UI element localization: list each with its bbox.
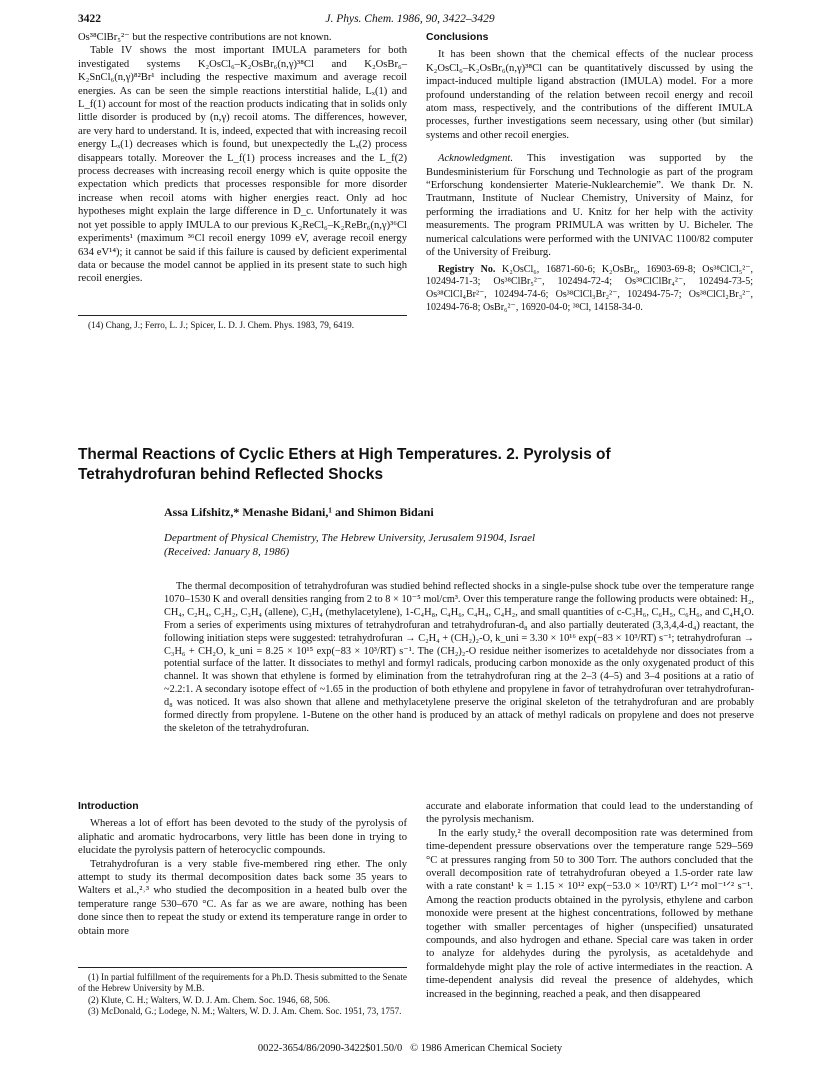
- acknowledgment: [426, 152, 753, 259]
- received-date: (Received: January 8, 1986): [164, 546, 290, 558]
- affiliation-text: Department of Physical Chemistry, The Hebrew University, Jerusalem 91904, Israel: [164, 532, 536, 544]
- footnote-1: (1) In partial fulfillment of the requirements for a Ph.D. Thesis submitted to the Senate of the Hebrew University by M.B.: [78, 972, 407, 994]
- section-heading-conclusions: Conclusions: [426, 32, 489, 43]
- abstract-text: The thermal decomposition of tetrahydrofuran was studied behind reflected shocks in a single-pulse shock tube over the temperature range 1070–1530 K and overall densities ranging from 2 to 8 × 10⁻⁵ mol/cm³. Over this temperature range the following products were obtained: H₂, CH₄, C₂H₄, C₂H₂, C₃H₄ (allene), C₃H₄ (methylacetylene), 1-C₄H₈, C₄H₆, C₄H₄, C₄H₂, and small quantities of c-C₃H₆, C₆H₅, C₆H₆, and C₄H₄O. From a series of experiments using mixtures of tetrahydrofuran and tetrahydrofuran-d₈ and also partially deuterated (3,3,4,4-d₄) reactant, the following initiation steps were suggested: tetrahydrofuran → C₂H₄ + (CH₂)₂-O, k_uni = 3.30 × 10¹⁶ exp(−83 × 10³/RT) s⁻¹; tetrahydrofuran → C₃H₆ + CH₂O, k_uni = 8.25 × 10¹⁵ exp(−83 × 10³/RT) s⁻¹. The (CH₂)₂-O residue neither isomerizes to acetaldehyde nor dissociates from a potential surface of the latter. It dissociates to methyl and formyl radicals, producing carbon monoxide as the only oxygenated product of this channel. It was shown that ethylene is formed by elimination from the tetrahydrofuran ring at the 2–3 (4–5) and 3–4 positions at a ratio of ~2.2:1. A secondary isotope effect of ~1.65 in the production of both ethylene and propylene in favor of tetrahydrofuran over tetrahydrofuran-d₈ was noticed. It was also shown that allene and methylacetylene preserve the original skeleton of the tetrahydrofuran and are probably formed directly from propylene. 1-Butene on the other hand is produced by an attack of methyl radicals on propylene and does not preserve the skeleton of the tetrahydrofuran.: [164, 581, 754, 734]
- body-paragraph: Table IV shows the most important IMULA parameters for both investigated systems K₂OsCl₆–K₂OsBr₆(n,γ)³⁸Cl and K₂OsBr₆–K₂SnCl₆(n,γ)⁸²Br¹ including the respective maximum and average recoil energies. As can be seen the simple reactions interstitial halide, Lₓ(1) and L_f(1) account for most of the reaction products indicating that in solids only little disorder is produced by (n,γ) recoil atoms. The differences, however, are very hard to understand. It is, indeed, expected that with increasing recoil energy Lₓ(1) decreases which is found, but unexpectedly the Lₓ(2) process disappears totally. Moreover the L_f(1) process increases and the L_f(2) process decreases with increasing recoil energy which is quite opposite the expectation which predicts that processes responsible for more disorder increase when recoil atoms with higher energies react. Only ad hoc hypotheses might explain the large difference in D_c. Unfortunately it was not yet possible to apply IMULA to our previous K₂ReCl₆–K₂ReBr₆(n,γ)³⁶Cl experiments¹ (maximum ³⁶Cl recoil energy 1099 eV, average recoil energy 634 eV¹⁴); it cannot be said if this failure is caused by deficient experimental data or because the model cannot be applied in its present state to such high recoil energies.: [78, 45, 407, 285]
- footnote-rule: [78, 315, 407, 316]
- registry-text: K₂OsCl₆, 16871-60-6; K₂OsBr₆, 16903-69-8; Os³⁸ClCl₅²⁻, 102494-71-3; Os³⁸ClBr₅²⁻, 102494-72-4; Os³⁸ClClBr₄²⁻, 102494-73-5; Os³⁸ClCl₄Br²⁻, 102494-74-6; Os³⁸ClCl₃Br₂²⁻, 102494-75-7; Os³⁸ClCl₂Br₃²⁻, 102494-76-8; OsBr₆²⁻, 16920-04-0; ³⁸Cl, 14158-34-0.: [426, 263, 753, 313]
- footnote-rule: [78, 967, 407, 968]
- previous-article-right-column: [426, 31, 753, 315]
- introduction-right-column: [426, 800, 753, 1001]
- article-title-line: Thermal Reactions of Cyclic Ethers at High Temperatures. 2. Pyrolysis of: [78, 446, 611, 463]
- footer-copyright: © 1986 American Chemical Society: [410, 1043, 563, 1054]
- page-number: 3422: [78, 13, 101, 25]
- acknowledgment-text: This investigation was supported by the Bundesministerium für Forschung und Technologie as part of the program “Erforschung kondensierter Materie-Nuklearchemie”. We thank Dr. N. Trautmann, Institute of Nuclear Chemistry, University of Mainz, for performing the irradiations and U. Knitz for her help with the activity measurements. The program PRIMULA was written by U. Bicheler. The numerical calculations were performed with the UNIVAC 1100/82 computer of the University of Freiburg.: [426, 153, 753, 259]
- conclusions-text: It has been shown that the chemical effects of the nuclear process K₂OsCl₆–K₂OsBr₆(n,γ)³⁸Cl can be quantitatively discussed by using the impact-induced multiple ligand abstraction (IMULA) model. For a more profound understanding of the relation between recoil energy and recoil atom mass, respectively, and the contributions of the different IMULA processes, further investigations seem necessary, using other (but similar) systems and other recoil energies.: [426, 49, 753, 141]
- article-title-line: Tetrahydrofuran behind Reflected Shocks: [78, 466, 384, 483]
- body-paragraph: In the early study,² the overall decomposition rate was determined from time-dependent pressure observations over the temperature range 529–569 °C at pressures ranging from 50 to 300 Torr. The authors concluded that the overall decomposition rate of tetrahydrofuran obeyed a 1.5-order rate law with a rate constant¹ k = 1.15 × 10¹² exp(−53.0 × 10³/RT) L¹ᐟ² mol⁻¹ᐟ² s⁻¹. Among the reaction products obtained in the pyrolysis, ethylene and carbon monoxide were present at the highest concentrations, followed by methane together with smaller percentages of higher (unspecified) unsaturated compounds, and also hydrogen and ethane. Special care was taken in order to analyze for aldehydes during the pyrolysis, as acetaldehyde and formaldehyde might play the role of active intermediates in the reaction. A time-dependent analysis did reveal the presence of aldehydes, which increased in the beginning, reached a peak, and then disappeared: [426, 827, 753, 1000]
- footnotes: [78, 972, 407, 1018]
- abstract: [164, 581, 754, 736]
- footnote-14: [78, 320, 407, 331]
- registry-label: Registry No.: [438, 263, 496, 275]
- body-paragraph: Tetrahydrofuran is a very stable five-membered ring ether. The only attempt to study its thermal decomposition dates back some 35 years to Walters et al.,²˒³ who studied the decomposition in a heated bulb over the temperature range 530–670 °C. As far as we are aware, nothing has been done since then to repeat the study or extend its temperature range in order to obtain more: [78, 858, 407, 937]
- footnote-2: (2) Klute, C. H.; Walters, W. D. J. Am. Chem. Soc. 1946, 68, 506.: [88, 994, 331, 1005]
- footnote-3: (3) McDonald, G.; Lodege, N. M.; Walters, W. D. J. Am. Chem. Soc. 1951, 73, 1757.: [88, 1006, 402, 1017]
- footnote-text: (14) Chang, J.; Ferro, L. J.; Spicer, L. D. J. Chem. Phys. 1983, 79, 6419.: [88, 320, 355, 330]
- article-affiliation: [164, 531, 754, 559]
- section-heading-introduction: Introduction: [78, 801, 139, 812]
- previous-article-left-column: [78, 31, 407, 286]
- footer-code: 0022-3654/86/2090-3422$01.50/0: [257, 1043, 403, 1054]
- body-paragraph: Whereas a lot of effort has been devoted to the study of the pyrolysis of aliphatic and aromatic hydrocarbons, very little has been done in trying to elucidate the pyrolysis pattern of heterocyclic compounds.: [78, 818, 407, 857]
- registry-numbers: [426, 264, 753, 315]
- body-paragraph: Os³⁸ClBr₅²⁻ but the respective contributions are not known.: [78, 32, 332, 43]
- introduction-left-column: [78, 800, 407, 938]
- journal-citation: J. Phys. Chem. 1986, 90, 3422–3429: [325, 13, 495, 25]
- article-title: [78, 445, 758, 485]
- acknowledgment-label: Acknowledgment.: [438, 153, 514, 165]
- body-paragraph: accurate and elaborate information that could lead to the understanding of the pyrolysis mechanism.: [426, 801, 753, 826]
- article-authors: Assa Lifshitz,* Menashe Bidani,¹ and Shimon Bidani: [164, 505, 434, 519]
- page-footer: [0, 1043, 820, 1054]
